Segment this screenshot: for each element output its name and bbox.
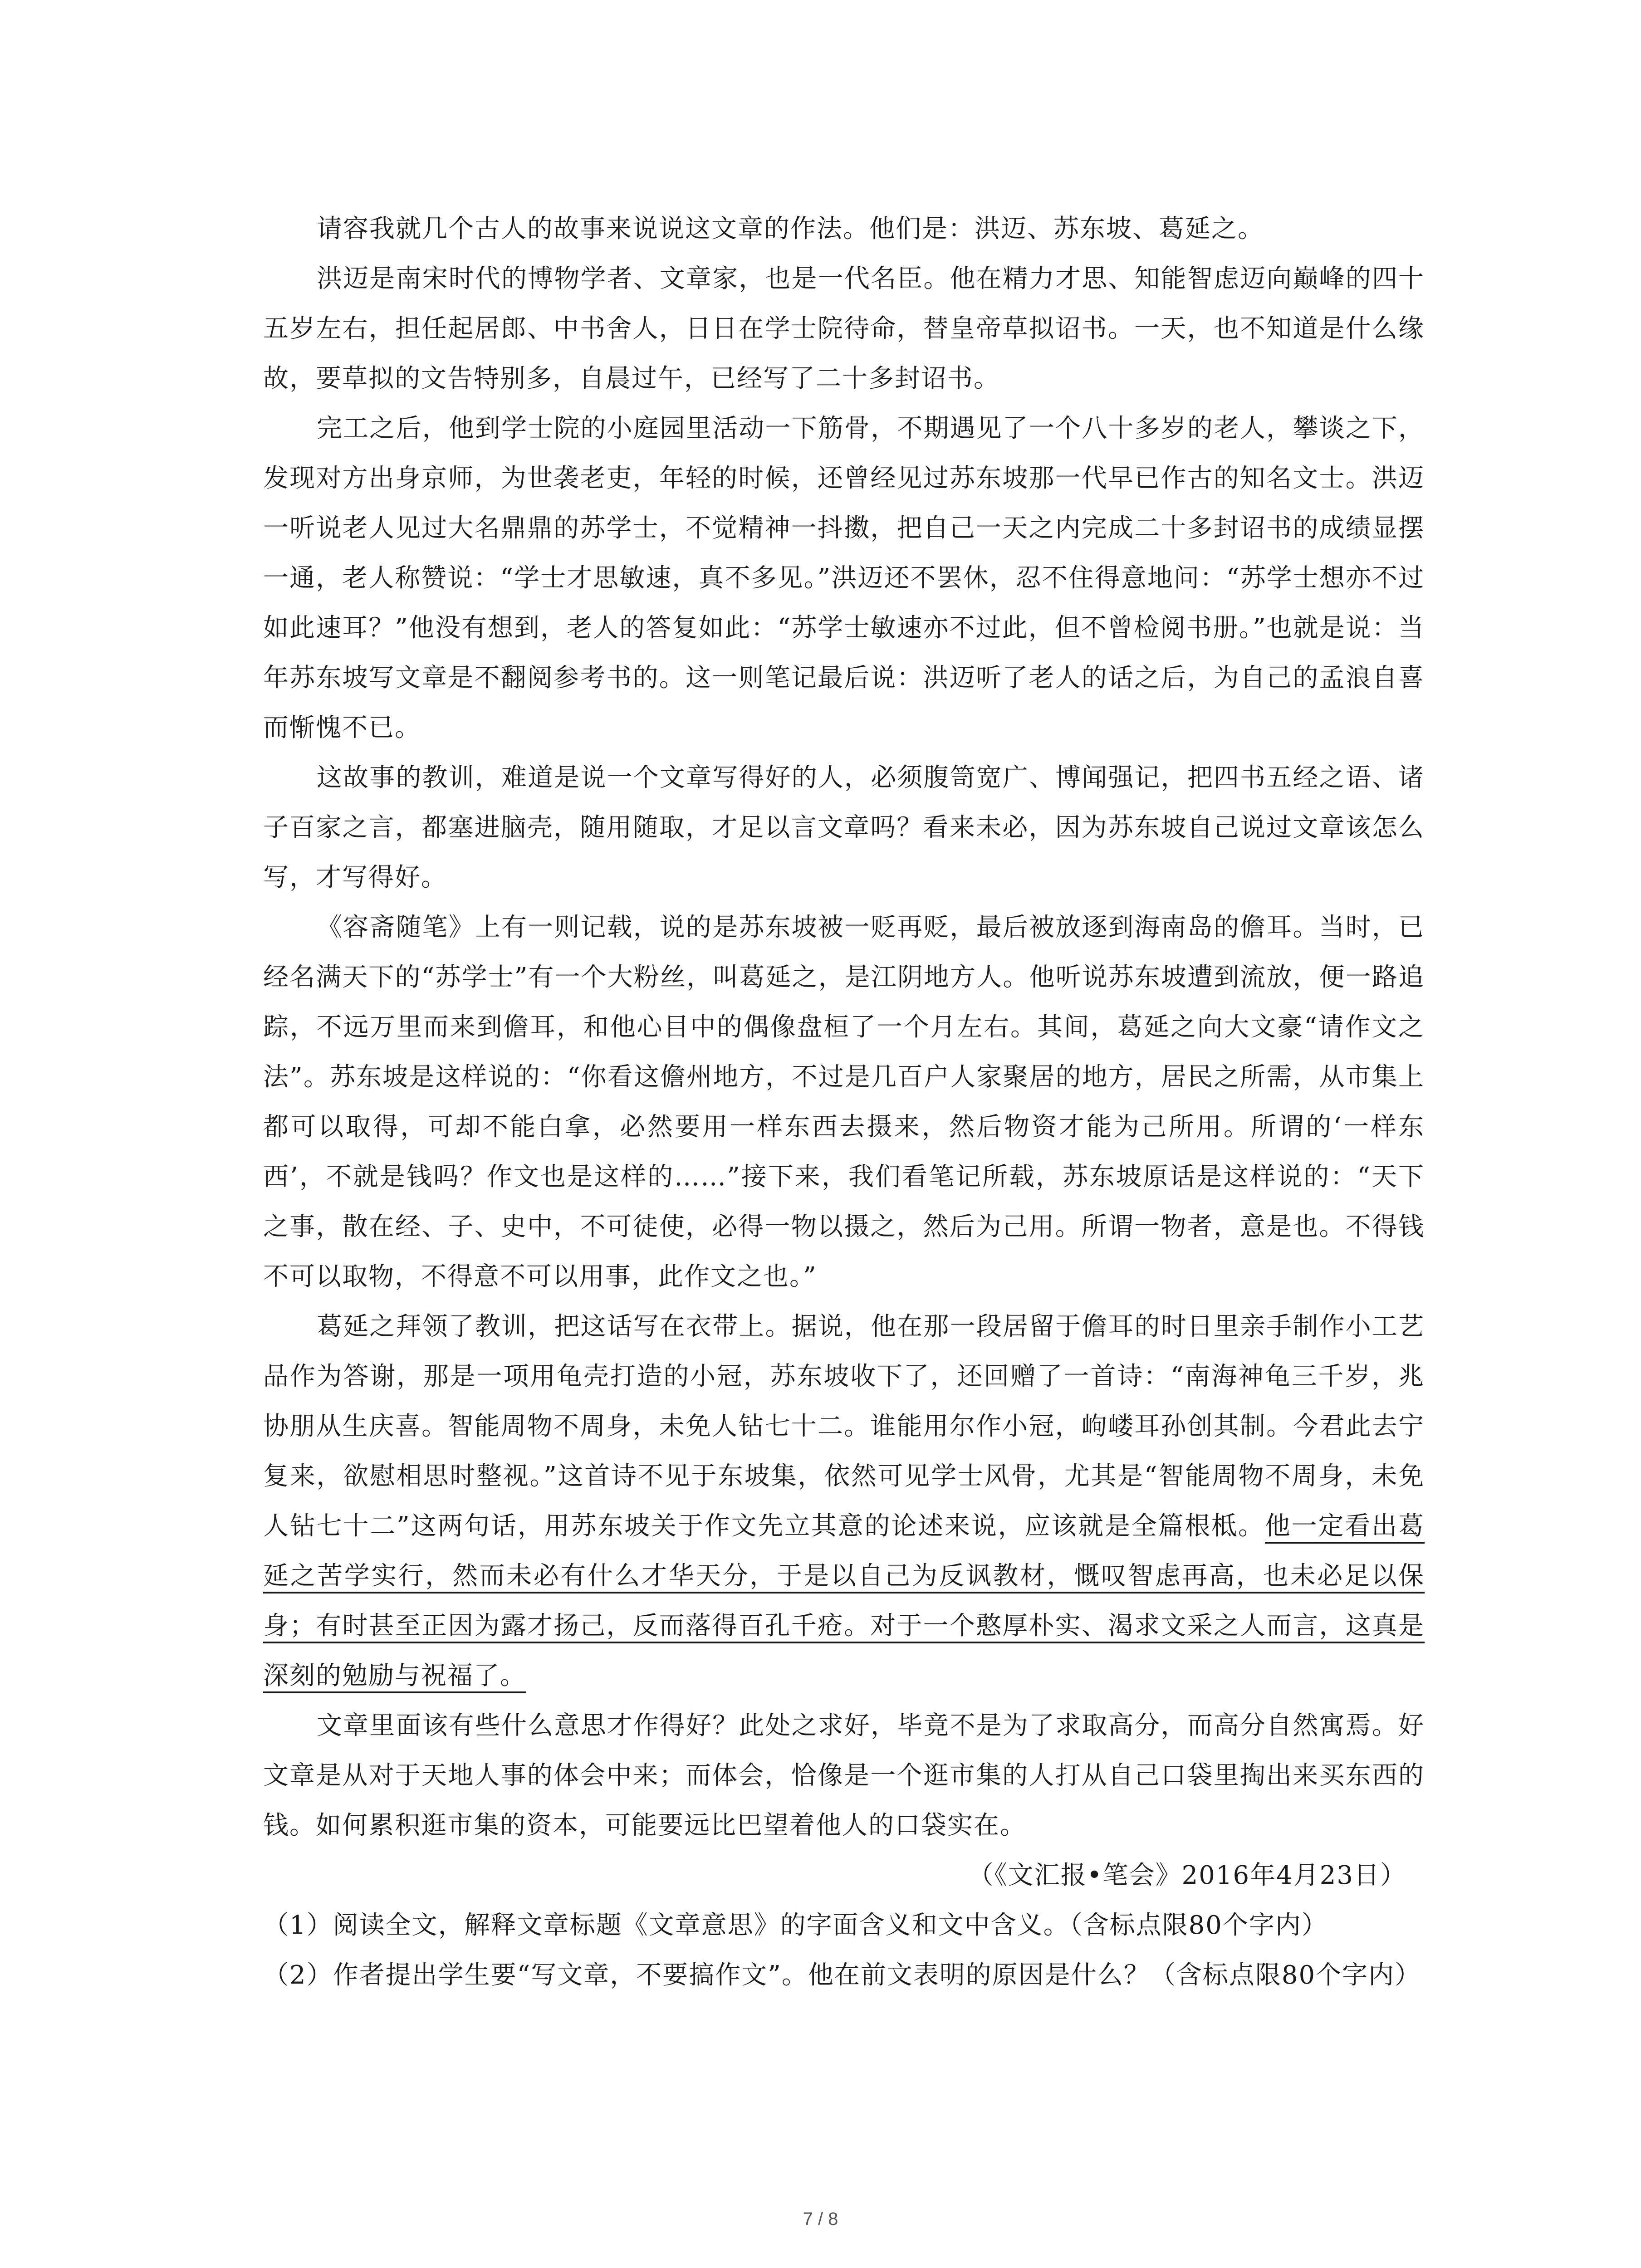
question-1: （1）阅读全文，解释文章标题《文章意思》的字面含义和文中含义。（含标点限80个字内）	[263, 1911, 1328, 1940]
paragraph-4: 这故事的教训，难道是说一个文章写得好的人，必须腹笥宽广、博闻强记，把四书五经之语、诸子百家之言，都塞进脑壳，随用随取，才足以言文章吗？看来未必，因为苏东坡自己说过文章该怎么写，才写得好。	[263, 763, 1425, 892]
underlined-passage: 他一定看出葛延之苦学实行，然而未必有什么才华天分，于是以自己为反讽教材，慨叹智虑再高，也未必足以保身；有时甚至正因为露才扬己，反而落得百孔千疮。对于一个憨厚朴实、渴求文采之人而言，这真是深刻的勉励与祝福了。	[263, 1511, 1425, 1693]
article-body	[263, 204, 1425, 2000]
paragraph-7: 文章里面该有些什么意思才作得好？此处之求好，毕竟不是为了求取高分，而高分自然寓焉。好文章是从对于天地人事的体会中来；而体会，恰像是一个逛市集的人打从自己口袋里掏出来买东西的钱。如何累积逛市集的资本，可能要远比巴望着他人的口袋实在。	[263, 1711, 1425, 1840]
paragraph-3: 完工之后，他到学士院的小庭园里活动一下筋骨，不期遇见了一个八十多岁的老人，攀谈之下，发现对方出身京师，为世袭老吏，年轻的时候，还曾经见过苏东坡那一代早已作古的知名文士。洪迈一听说老人见过大名鼎鼎的苏学士，不觉精神一抖擞，把自己一天之内完成二十多封诏书的成绩显摆一通，老人称赞说：“学士才思敏速，真不多见。”洪迈还不罢休，忍不住得意地问：“苏学士想亦不过如此速耳？”他没有想到，老人的答复如此：“苏学士敏速亦不过此，但不曾检阅书册。”也就是说：当年苏东坡写文章是不翻阅参考书的。这一则笔记最后说：洪迈听了老人的话之后，为自己的孟浪自喜而惭愧不已。	[263, 414, 1425, 743]
paragraph-6-lead: 葛延之拜领了教训，把这话写在衣带上。据说，他在那一段居留于儋耳的时日里亲手制作小工艺品作为答谢，那是一项用龟壳打造的小冠，苏东坡收下了，还回赠了一首诗：“南海神龟三千岁，兆协朋从生庆喜。智能周物不周身，未免人钻七十二。谁能用尔作小冠，岣嵝耳孙创其制。今君此去宁复来，欲慰相思时整视。”这首诗不见于东坡集，依然可见学士风骨，尤其是“智能周物不周身，未免人钻七十二”这两句话，用苏东坡关于作文先立其意的论述来说，应该就是全篇根柢。	[263, 1312, 1425, 1541]
question-2: （2）作者提出学生要“写文章，不要搞作文”。他在前文表明的原因是什么？（含标点限80个字内）	[263, 1960, 1421, 1990]
page-number: 7 / 8	[803, 2209, 838, 2229]
paragraph-1: 请容我就几个古人的故事来说说这文章的作法。他们是：洪迈、苏东坡、葛延之。	[317, 214, 1264, 244]
paragraph-2: 洪迈是南宋时代的博物学者、文章家，也是一代名臣。他在精力才思、知能智虑迈向巅峰的四十五岁左右，担任起居郎、中书舍人，日日在学士院待命，替皇帝草拟诏书。一天，也不知道是什么缘故，要草拟的文告特别多，自晨过午，已经写了二十多封诏书。	[263, 264, 1425, 393]
paragraph-5: 《容斋随笔》上有一则记载，说的是苏东坡被一贬再贬，最后被放逐到海南岛的儋耳。当时，已经名满天下的“苏学士”有一个大粉丝，叫葛延之，是江阴地方人。他听说苏东坡遭到流放，便一路追踪，不远万里而来到儋耳，和他心目中的偶像盘桓了一个月左右。其间，葛延之向大文豪“请作文之法”。苏东坡是这样说的：“你看这儋州地方，不过是几百户人家聚居的地方，居民之所需，从市集上都可以取得，可却不能白拿，必然要用一样东西去摄来，然后物资才能为己所用。所谓的‘一样东西’，不就是钱吗？作文也是这样的……”接下来，我们看笔记所载，苏东坡原话是这样说的：“天下之事，散在经、子、史中，不可徒使，必得一物以摄之，然后为己用。所谓一物者，意是也。不得钱不可以取物，不得意不可以用事，此作文之也。”	[263, 913, 1425, 1291]
paragraph-6	[263, 1302, 1425, 1701]
source-citation: （《文汇报•笔会》2016年4月23日）	[968, 1861, 1406, 1890]
